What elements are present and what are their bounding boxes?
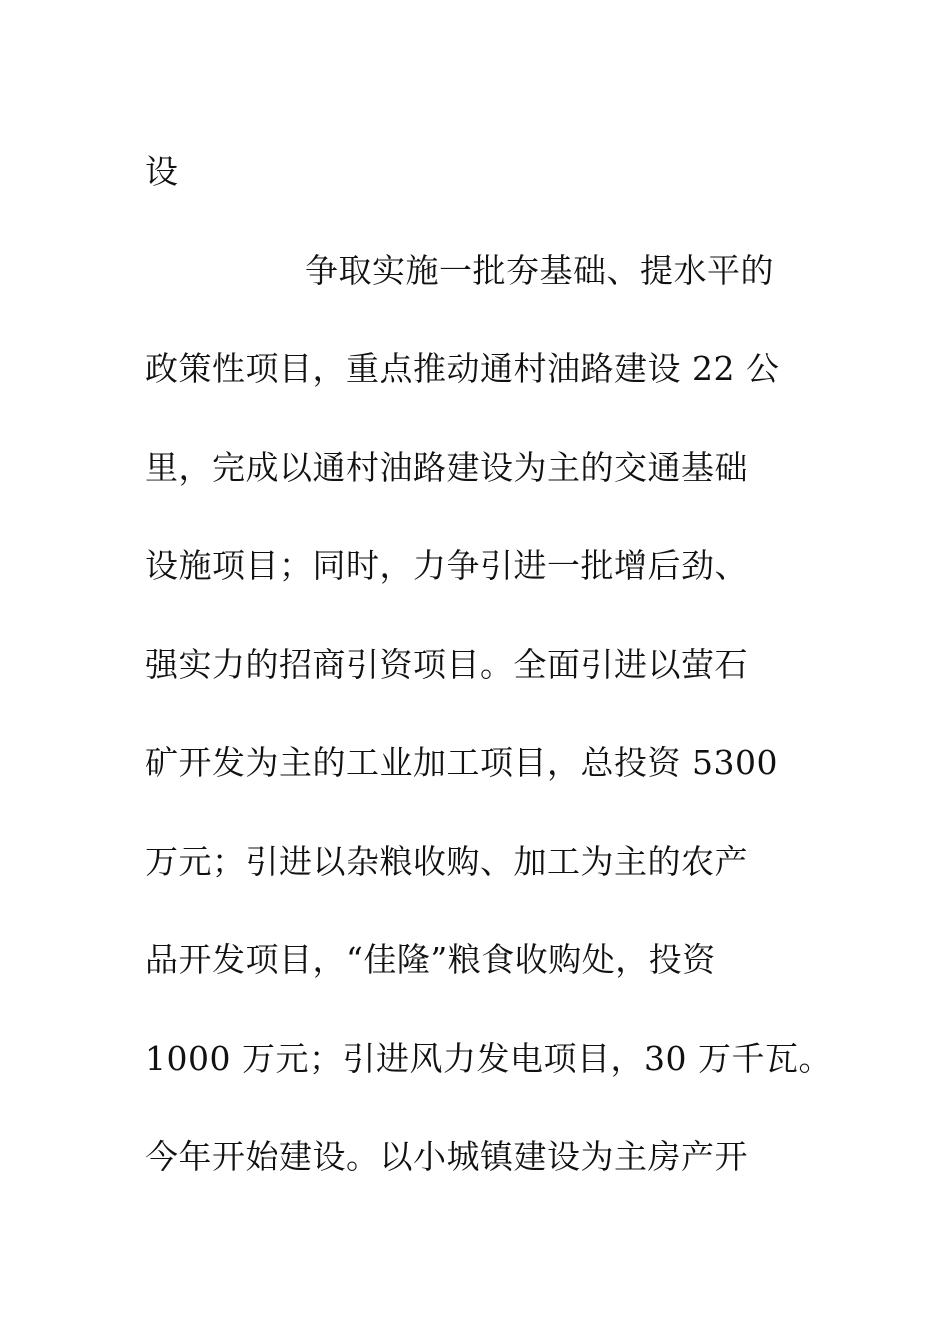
text-line-3: 政策性项目，重点推动通村油路建设 22 公	[145, 349, 780, 388]
text-line-11: 今年开始建设。以小城镇建设为主房产开	[145, 1137, 748, 1176]
body-text	[145, 123, 845, 1207]
text-line-2: 争取实施一批夯基础、提水平的	[305, 250, 774, 290]
text-line-7: 矿开发为主的工业加工项目，总投资 5300	[145, 743, 778, 782]
text-line-5: 设施项目；同时，力争引进一批增后劲、	[145, 546, 748, 585]
text-line-6: 强实力的招商引资项目。全面引进以萤石	[145, 644, 748, 684]
text-line-10: 1000 万元；引进风力发电项目，30 万千瓦。	[145, 1038, 832, 1078]
text-line-8: 万元；引进以杂粮收购、加工为主的农产	[145, 841, 748, 881]
text-line-1: 设	[145, 152, 179, 191]
text-line-9: 品开发项目，“佳隆”粮食收购处，投资	[145, 940, 716, 979]
text-line-4: 里，完成以通村油路建设为主的交通基础	[145, 447, 748, 487]
